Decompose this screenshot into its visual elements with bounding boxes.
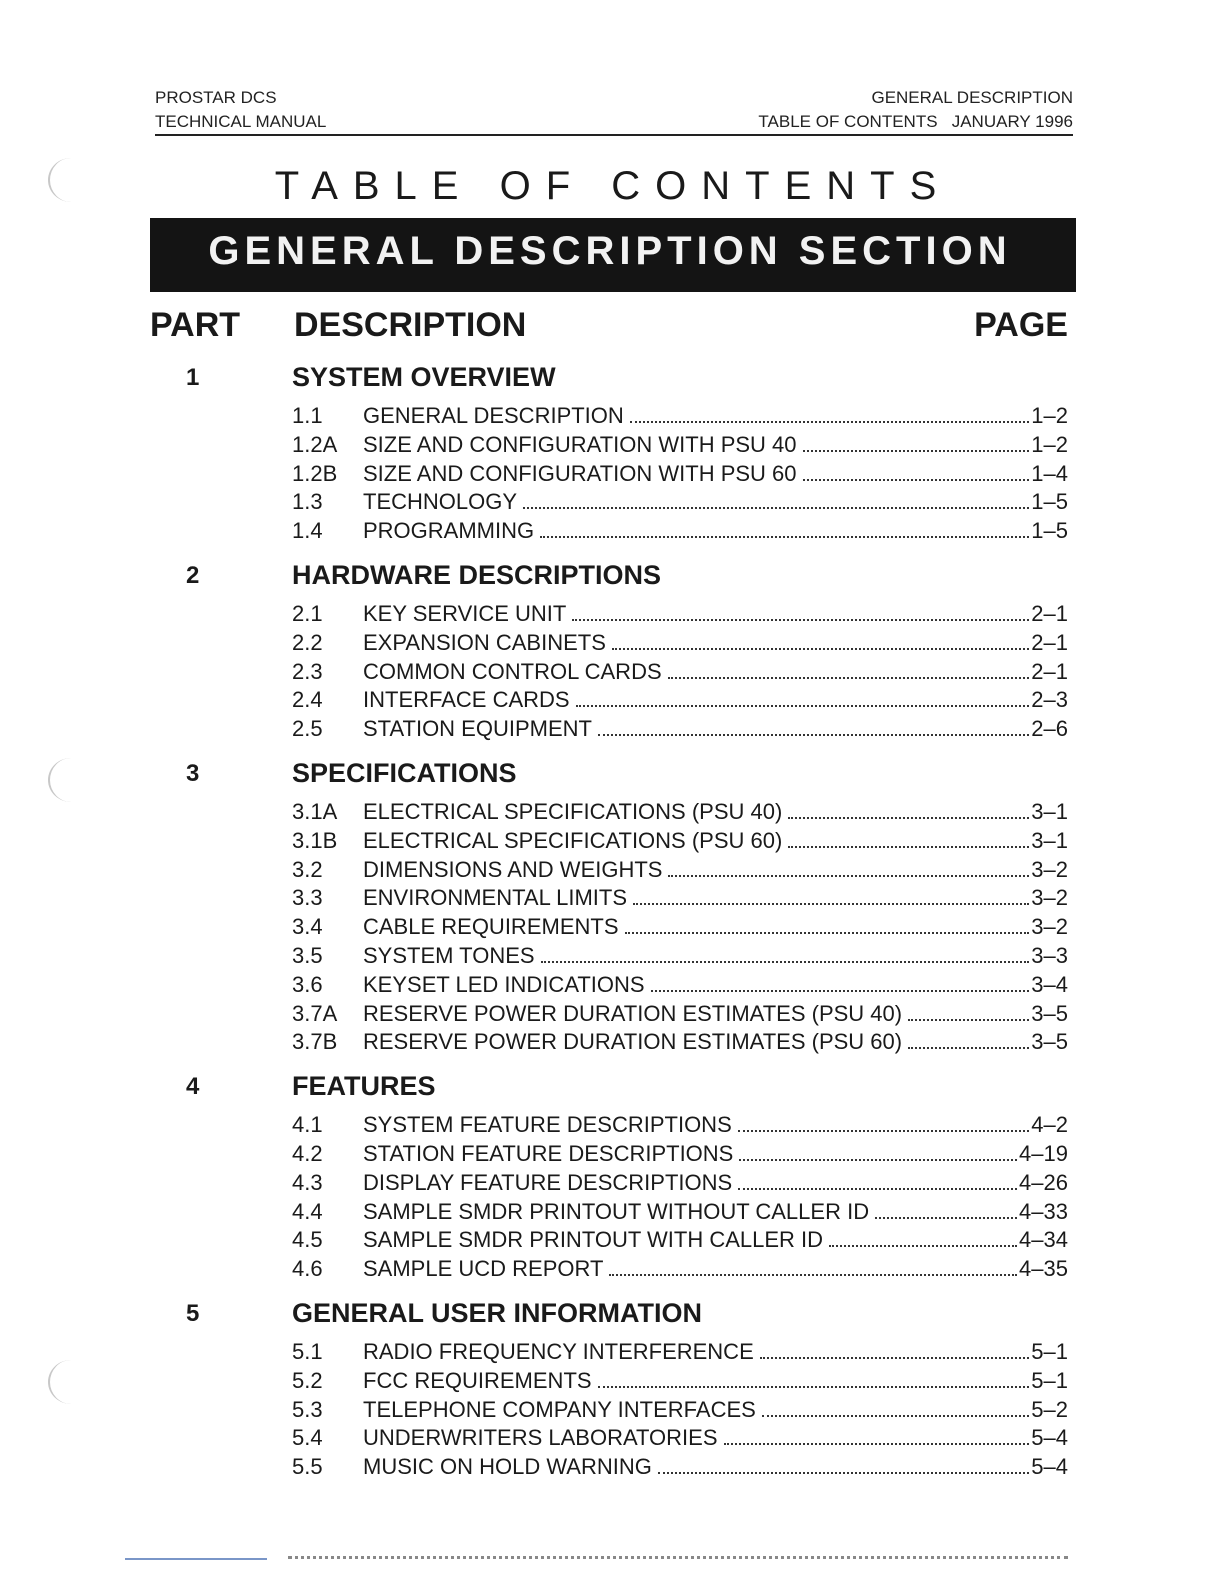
entry-title: SYSTEM TONES [363,942,535,968]
entry-title: GENERAL DESCRIPTION [363,403,624,428]
entry-number: 2.2 [292,629,323,655]
toc-entry [0,1169,1224,1198]
dot-leader [572,618,1029,621]
toc-part [0,1296,1224,1482]
entry-number: 2.3 [292,658,323,684]
toc-part-heading [0,558,1224,596]
dot-leader [598,733,1029,736]
toc-part-heading [0,1069,1224,1107]
dot-leader [738,1129,1030,1132]
page-title: TABLE OF CONTENTS [274,164,952,208]
entry-title: DISPLAY FEATURE DESCRIPTIONS [363,1169,733,1195]
entry-title: COMMON CONTROL CARDS [363,658,662,684]
entry-page: 4–19 [1019,1140,1068,1166]
dot-leader [668,874,1029,877]
toc-entry [0,715,1224,744]
entry-title: EXPANSION CABINETS [363,629,606,655]
entry-number: 1.2A [292,431,338,457]
entry-page: 3–4 [1031,971,1068,997]
toc-entry [0,1028,1224,1057]
column-header-page: PAGE [974,306,1068,344]
toc-entry [0,1226,1224,1255]
dot-leader [651,989,1030,992]
toc-entry [0,658,1224,687]
section-banner: GENERAL DESCRIPTION SECTION [150,218,1076,292]
entry-number: 1.3 [292,489,323,515]
entry-title: UNDERWRITERS LABORATORIES [363,1425,718,1451]
entry-title: SAMPLE UCD REPORT [363,1256,604,1282]
toc-entry [0,517,1224,546]
entry-title: PROGRAMMING [363,518,535,544]
toc-entry [0,600,1224,629]
toc-entry [0,460,1224,489]
entry-title: RESERVE POWER DURATION ESTIMATES (PSU 60) [363,1029,903,1055]
entry-page: 1–2 [1031,403,1068,428]
toc-entry [0,1338,1224,1367]
dot-leader [523,506,1029,509]
toc-entry [0,488,1224,517]
dot-leader [875,1216,1017,1219]
entry-page: 1–2 [1031,431,1068,457]
entry-number: 4.5 [292,1227,323,1253]
entry-title: CABLE REQUIREMENTS [363,914,619,940]
dot-leader [540,535,1029,538]
dot-leader [668,676,1030,679]
entry-number: 3.7B [292,1029,338,1055]
entry-page: 1–5 [1031,518,1068,544]
dot-leader [738,1187,1017,1190]
entry-page: 4–35 [1019,1256,1068,1282]
entry-title: ENVIRONMENTAL LIMITS [363,885,628,911]
entry-title: RADIO FREQUENCY INTERFERENCE [363,1338,754,1364]
dot-leader [908,1046,1029,1049]
entry-title: RESERVE POWER DURATION ESTIMATES (PSU 40) [363,1000,903,1026]
dot-leader [724,1442,1030,1445]
entry-number: 3.4 [292,914,323,940]
entry-page: 2–3 [1031,687,1068,713]
entry-number: 4.3 [292,1169,323,1195]
entry-title: SAMPLE SMDR PRINTOUT WITH CALLER ID [363,1227,824,1253]
toc-entry [0,913,1224,942]
column-header-part: PART [150,306,241,344]
toc-entry [0,1000,1224,1029]
entry-page: 1–4 [1031,460,1068,486]
entry-number: 3.5 [292,942,323,968]
entry-page: 4–2 [1031,1112,1068,1138]
entry-page: 3–2 [1031,856,1068,882]
entry-title: SIZE AND CONFIGURATION WITH PSU 40 [363,431,797,457]
entry-number: 1.2B [292,460,338,486]
entry-number: 3.6 [292,971,323,997]
entry-title: SAMPLE SMDR PRINTOUT WITHOUT CALLER ID [363,1198,870,1224]
entry-page: 3–3 [1031,942,1068,968]
dot-leader [541,960,1030,963]
toc-entry [0,1198,1224,1227]
binder-hole [48,158,94,202]
part-title: HARDWARE DESCRIPTIONS [292,559,662,590]
entry-title: ELECTRICAL SPECIFICATIONS (PSU 40) [363,798,783,824]
dot-leader [576,704,1030,707]
toc-part [0,1069,1224,1284]
dot-leader [760,1356,1030,1359]
toc-entry [0,1396,1224,1425]
header-product: PROSTAR DCS [155,88,277,107]
entry-title: DIMENSIONS AND WEIGHTS [363,856,663,882]
toc-entries [0,1111,1224,1284]
entry-page: 2–1 [1031,629,1068,655]
column-header-description: DESCRIPTION [294,306,527,344]
toc-entry [0,1453,1224,1482]
toc-part [0,558,1224,744]
entry-page: 3–1 [1031,798,1068,824]
scan-mark [125,1558,267,1560]
entry-number: 3.3 [292,885,323,911]
header-subsection-date: TABLE OF CONTENTS JANUARY 1996 [758,112,1073,131]
dot-leader [762,1414,1029,1417]
dot-leader [908,1018,1029,1021]
toc-entry [0,1255,1224,1284]
dot-leader [609,1273,1017,1276]
toc-entry [0,1111,1224,1140]
entry-page: 3–5 [1031,1029,1068,1055]
entry-page: 5–1 [1031,1338,1068,1364]
toc-part-heading [0,360,1224,398]
toc-entry [0,971,1224,1000]
toc-entry [0,884,1224,913]
entry-number: 4.2 [292,1140,323,1166]
toc-list [0,360,1224,1494]
entry-page: 3–2 [1031,885,1068,911]
part-number: 2 [186,561,200,589]
entry-number: 3.1B [292,827,338,853]
entry-page: 3–2 [1031,914,1068,940]
entry-number: 4.4 [292,1198,323,1224]
cutoff-line [288,1556,1068,1565]
entry-page: 3–1 [1031,827,1068,853]
entry-page: 4–33 [1019,1198,1068,1224]
entry-page: 5–4 [1031,1454,1068,1480]
part-number: 5 [186,1299,200,1327]
entry-number: 3.1A [292,798,338,824]
part-title: GENERAL USER INFORMATION [292,1297,703,1328]
header-rule [155,134,1073,136]
dot-leader [598,1385,1030,1388]
entry-number: 5.5 [292,1454,323,1480]
toc-entries [0,600,1224,744]
entry-title: INTERFACE CARDS [363,687,570,713]
entry-number: 3.7A [292,1000,338,1026]
dot-leader [739,1158,1017,1161]
entry-title: SYSTEM FEATURE DESCRIPTIONS [363,1112,732,1138]
toc-entry [0,1140,1224,1169]
toc-entry [0,1367,1224,1396]
part-title: FEATURES [292,1071,436,1102]
toc-entry [0,856,1224,885]
entry-number: 4.1 [292,1112,323,1138]
entry-page: 2–1 [1031,600,1068,626]
toc-entries [0,798,1224,1057]
entry-number: 2.5 [292,716,323,742]
part-number: 3 [186,759,200,787]
entry-page: 5–1 [1031,1367,1068,1393]
entry-title: TELEPHONE COMPANY INTERFACES [363,1396,756,1422]
part-title: SPECIFICATIONS [292,757,517,788]
toc-entry [0,1424,1224,1453]
toc-entry [0,827,1224,856]
dot-leader [612,647,1029,650]
entry-title: STATION FEATURE DESCRIPTIONS [363,1140,734,1166]
entry-page: 4–34 [1019,1227,1068,1253]
entry-page: 3–5 [1031,1000,1068,1026]
entry-number: 4.6 [292,1256,323,1282]
toc-entries [0,402,1224,546]
dot-leader [625,931,1030,934]
entry-title: TECHNOLOGY [363,489,518,515]
entry-number: 1.1 [292,403,323,428]
entry-number: 2.4 [292,687,323,713]
toc-entry [0,942,1224,971]
toc-entry [0,686,1224,715]
part-title: SYSTEM OVERVIEW [292,362,556,392]
entry-page: 5–4 [1031,1425,1068,1451]
entry-page: 5–2 [1031,1396,1068,1422]
part-number: 1 [186,364,200,391]
entry-title: KEY SERVICE UNIT [363,600,567,626]
toc-entry [0,629,1224,658]
dot-leader [829,1244,1017,1247]
toc-entry [0,402,1224,431]
toc-entry [0,798,1224,827]
entry-title: ELECTRICAL SPECIFICATIONS (PSU 60) [363,827,783,853]
entry-number: 5.4 [292,1425,323,1451]
toc-entry [0,431,1224,460]
entry-page: 4–26 [1019,1169,1068,1195]
dot-leader [630,420,1029,423]
entry-number: 3.2 [292,856,323,882]
entry-page: 2–6 [1031,716,1068,742]
toc-part-heading [0,1296,1224,1334]
dot-leader [633,902,1029,905]
dot-leader [803,478,1030,481]
entry-page: 1–5 [1031,489,1068,515]
toc-part [0,360,1224,546]
dot-leader [788,845,1029,848]
toc-part-heading [0,756,1224,794]
dot-leader [788,816,1029,819]
entry-number: 1.4 [292,518,323,544]
entry-title: STATION EQUIPMENT [363,716,592,742]
dot-leader [803,449,1030,452]
entry-title: MUSIC ON HOLD WARNING [363,1454,652,1480]
entry-page: 2–1 [1031,658,1068,684]
entry-title: FCC REQUIREMENTS [363,1367,592,1393]
header-manual: TECHNICAL MANUAL [155,112,327,131]
dot-leader [658,1471,1029,1474]
entry-title: SIZE AND CONFIGURATION WITH PSU 60 [363,460,797,486]
part-number: 4 [186,1073,200,1101]
entry-number: 5.1 [292,1338,323,1364]
header-section: GENERAL DESCRIPTION [871,88,1073,107]
entry-number: 5.3 [292,1396,323,1422]
entry-title: KEYSET LED INDICATIONS [363,971,645,997]
entry-number: 5.2 [292,1367,323,1393]
entry-number: 2.1 [292,600,323,626]
toc-entries [0,1338,1224,1482]
toc-part [0,756,1224,1057]
